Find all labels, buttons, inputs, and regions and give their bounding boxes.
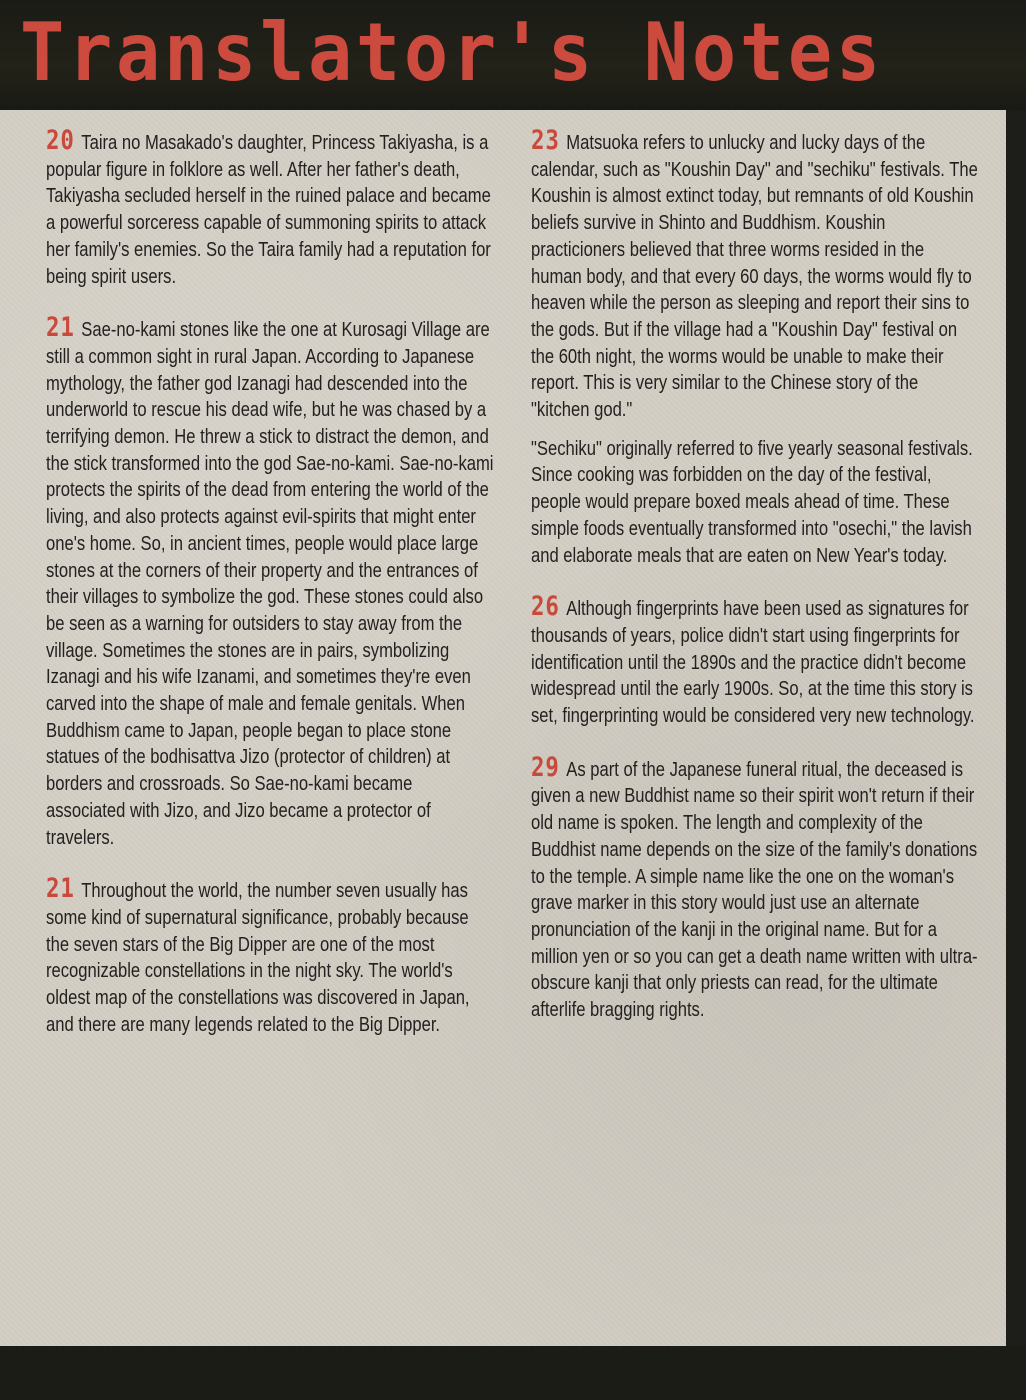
note-item	[46, 125, 494, 290]
note-item	[46, 312, 494, 851]
page-title: Translator's Notes	[20, 6, 884, 99]
note-paragraph	[531, 125, 979, 424]
note-text: Matsuoka refers to unlucky and lucky days of the calendar, such as "Koushin Day" and "sechiku" festivals. The Koushin is almost extinct today, but remnants of old Koushin beliefs survive in Shinto and Buddhism. Koushin practicioners believed that three worms resided in the human body, and that every 60 days, the worms would fly to heaven while the person as sleeping and report their sins to the gods. But if the village had a "Koushin Day" festival on the 60th night, the worms would be unable to make their report. This is very similar to the Chinese story of the "kitchen god."	[531, 132, 978, 422]
note-item	[531, 751, 979, 1024]
note-item	[531, 591, 979, 730]
right-column	[531, 125, 979, 1051]
note-number: 26	[531, 591, 560, 623]
note-text: Although fingerprints have been used as signatures for thousands of years, police didn't start using fingerprints for identification until the 1890s and the practice didn't become widespread until the early 1900s. So, at the time this story is set, fingerprinting would be considered very new technology.	[531, 598, 975, 728]
note-paragraph	[531, 436, 979, 570]
note-paragraph	[531, 591, 979, 730]
left-column	[46, 125, 494, 1066]
note-paragraph	[531, 751, 979, 1024]
note-item	[46, 873, 494, 1038]
note-paragraph	[46, 873, 494, 1038]
note-number: 20	[46, 125, 75, 156]
note-text: Sae-no-kami stones like the one at Kurosagi Village are still a common sight in rural Japan. According to Japanese mythology, the father god Izanagi had descended into the underworld to rescue his dead wife, but he was chased by a terrifying demon. He threw a stick to distract the demon, and the stick transformed into the god Sae-no-kami. Sae-no-kami protects the spirits of the dead from entering the world of the living, and also protects against evil-spirits that might enter one's home. So, in ancient times, people would place large stones at the corners of their property and the entrances of their villages to symbolize the god. These stones could also be seen as a warning for outsiders to stay away from the village. Sometimes the stones are in pairs, symbolizing Izanagi and his wife Izanami, and sometimes they're even carved into the shape of male and female genitals. When Buddhism came to Japan, people began to place stone statues of the bodhisattva Jizo (protector of children) at borders and crossroads. So Sae-no-kami became associated with Jizo, and Jizo became a protector of travelers.	[46, 319, 494, 849]
note-paragraph	[46, 125, 494, 290]
note-text: Taira no Masakado's daughter, Princess Takiyasha, is a popular figure in folklore as well. After her father's death, Takiyasha secluded herself in the ruined palace and became a powerful sorceress capable of summoning spirits to attack her family's enemies. So the Taira family had a reputation for being spirit users.	[46, 132, 491, 288]
note-item	[531, 125, 979, 569]
header-bar	[0, 0, 1026, 110]
note-text: Throughout the world, the number seven usually has some kind of supernatural significance, probably because the seven stars of the Big Dipper are one of the most recognizable constellations in the night sky. The world's oldest map of the constellations was discovered in Japan, and there are many legends related to the Big Dipper.	[46, 880, 470, 1036]
note-text: "Sechiku" originally referred to five yearly seasonal festivals. Since cooking was forbidden on the day of the festival, people would prepare boxed meals ahead of time. These simple foods eventually transformed into "osechi," the lavish and elaborate meals that are eaten on New Year's today.	[531, 437, 973, 567]
note-number: 21	[46, 312, 75, 344]
notes-paper	[0, 110, 1006, 1346]
note-paragraph	[46, 312, 494, 851]
note-number: 21	[46, 873, 75, 905]
note-text: As part of the Japanese funeral ritual, the deceased is given a new Buddhist name so their spirit won't return if their old name is spoken. The length and complexity of the Buddhist name depends on the size of the family's donations to the temple. A simple name like the one on the woman's grave marker in this story would just use an alternate pronunciation of the kanji in the original name. But for a million yen or so you can get a death name written with ultra-obscure kanji that only priests can read, for the ultimate afterlife bragging rights.	[531, 758, 978, 1022]
note-number: 29	[531, 751, 560, 783]
note-number: 23	[531, 125, 560, 156]
footer-bar	[0, 1346, 1026, 1400]
